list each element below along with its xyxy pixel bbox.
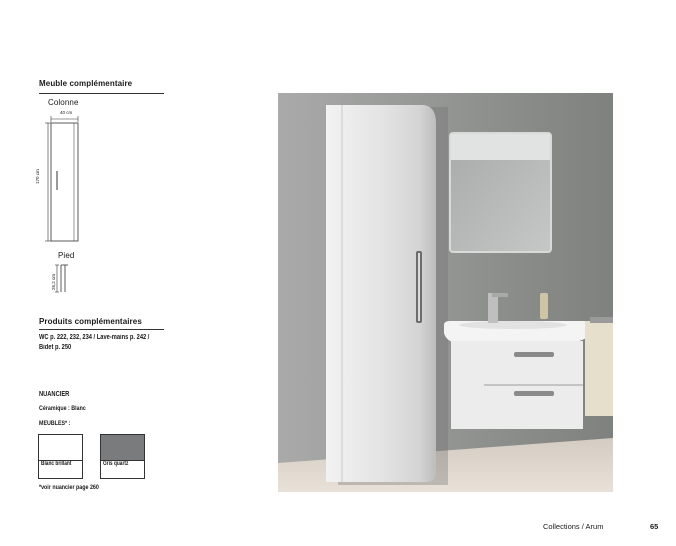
swatch-blanc-brillant xyxy=(38,434,83,479)
products-line2: Bidet p. 250 xyxy=(39,344,72,351)
swatch-label: Blanc brillant xyxy=(41,461,72,467)
pied-drawing xyxy=(55,263,75,295)
ceramique-text: Céramique : Blanc xyxy=(39,405,86,412)
width-dimension: 40 cm xyxy=(60,110,73,115)
products-title: Produits complémentaires xyxy=(39,317,142,326)
meubles-label: MEUBLES* : xyxy=(39,420,71,427)
swatch-gris-quartz xyxy=(100,434,145,479)
section-rule xyxy=(39,93,164,94)
colonne-drawing xyxy=(38,108,88,244)
page-number: 65 xyxy=(650,522,659,531)
footnote: *voir nuancier page 260 xyxy=(39,484,99,491)
swatch-label: Gris quartz xyxy=(103,461,129,467)
products-rule xyxy=(39,329,164,330)
nuancier-title: NUANCIER xyxy=(39,391,70,398)
pied-title: Pied xyxy=(58,251,75,260)
pied-dimension: 26,2 cm xyxy=(51,273,56,290)
breadcrumb: Collections / Arum xyxy=(543,522,604,531)
product-photo xyxy=(278,93,613,492)
products-line1: WC p. 222, 232, 234 / Lave-mains p. 242 / xyxy=(39,334,150,341)
colonne-title: Colonne xyxy=(48,98,79,107)
section-title: Meuble complémentaire xyxy=(39,79,133,88)
height-dimension: 170 cm xyxy=(35,169,40,184)
